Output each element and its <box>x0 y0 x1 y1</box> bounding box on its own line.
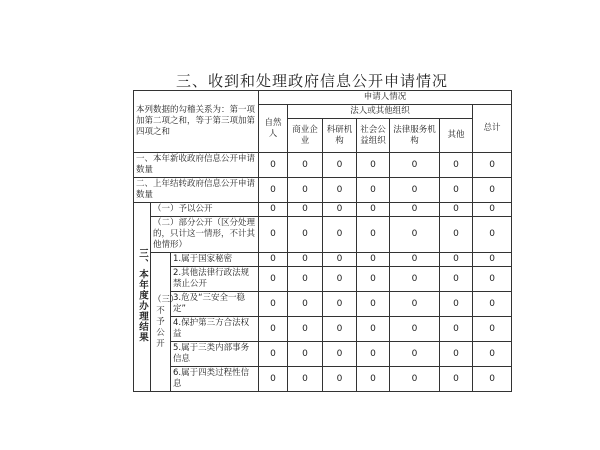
legal-entity-header: 法人或其他组织 <box>288 105 473 119</box>
cell-value: 0 <box>390 153 440 178</box>
cell-value: 0 <box>473 367 512 392</box>
cell-value: 0 <box>323 253 357 267</box>
section-title: 三、收到和处理政府信息公开申请情况 <box>176 72 449 90</box>
cell-value: 0 <box>357 217 390 253</box>
cell-value: 0 <box>473 253 512 267</box>
cell-value: 0 <box>323 153 357 178</box>
cell-value: 0 <box>473 203 512 217</box>
cell-value: 0 <box>440 292 473 317</box>
cell-value: 0 <box>357 253 390 267</box>
cell-value: 0 <box>440 317 473 342</box>
cell-value: 0 <box>288 253 323 267</box>
applications-table <box>133 90 512 392</box>
row-label: 1.属于国家秘密 <box>171 253 259 267</box>
cell-value: 0 <box>259 203 288 217</box>
row-label: 2.其他法律行政法规禁止公开 <box>171 267 259 292</box>
cell-value: 0 <box>259 292 288 317</box>
cell-value: 0 <box>323 267 357 292</box>
cell-value: 0 <box>473 317 512 342</box>
group-label-not-disclosed: （三）不予公开 <box>151 253 171 392</box>
cell-value: 0 <box>473 178 512 203</box>
cell-value: 0 <box>288 153 323 178</box>
cell-value: 0 <box>288 367 323 392</box>
row-label: 4.保护第三方合法权益 <box>171 317 259 342</box>
cell-value: 0 <box>323 292 357 317</box>
cell-value: 0 <box>259 178 288 203</box>
cell-value: 0 <box>323 367 357 392</box>
row-label: 二、上年结转政府信息公开申请数量 <box>134 178 259 203</box>
cell-value: 0 <box>259 317 288 342</box>
cell-value: 0 <box>323 203 357 217</box>
cell-value: 0 <box>259 153 288 178</box>
table-row <box>134 342 512 367</box>
cell-value: 0 <box>288 317 323 342</box>
col-total: 总计 <box>473 105 512 153</box>
cell-value: 0 <box>259 267 288 292</box>
table-row <box>134 367 512 392</box>
cell-value: 0 <box>288 267 323 292</box>
cell-value: 0 <box>288 342 323 367</box>
cell-value: 0 <box>390 342 440 367</box>
cell-value: 0 <box>440 267 473 292</box>
cell-value: 0 <box>357 317 390 342</box>
cell-value: 0 <box>440 178 473 203</box>
cell-value: 0 <box>288 178 323 203</box>
table-row <box>134 217 512 253</box>
table-row <box>134 292 512 317</box>
cell-value: 0 <box>473 292 512 317</box>
cell-value: 0 <box>357 153 390 178</box>
col-research: 科研机构 <box>323 119 357 153</box>
table-note: 本列数据的勾稽关系为：第一项加第二项之和，等于第三项加第四项之和 <box>134 91 259 153</box>
cell-value: 0 <box>390 253 440 267</box>
cell-value: 0 <box>288 203 323 217</box>
cell-value: 0 <box>357 367 390 392</box>
cell-value: 0 <box>323 317 357 342</box>
cell-value: 0 <box>357 342 390 367</box>
cell-value: 0 <box>440 367 473 392</box>
col-other: 其他 <box>440 119 473 153</box>
cell-value: 0 <box>473 217 512 253</box>
row-label: 一、本年新收政府信息公开申请数量 <box>134 153 259 178</box>
cell-value: 0 <box>259 367 288 392</box>
cell-value: 0 <box>390 178 440 203</box>
cell-value: 0 <box>259 217 288 253</box>
cell-value: 0 <box>390 367 440 392</box>
cell-value: 0 <box>259 253 288 267</box>
cell-value: 0 <box>473 342 512 367</box>
cell-value: 0 <box>390 217 440 253</box>
table-row <box>134 253 512 267</box>
row-label: （二）部分公开（区分处理的，只计这一情形，不计其他情形） <box>151 217 259 253</box>
col-natural-person: 自然人 <box>259 105 288 153</box>
col-public-welfare: 社会公益组织 <box>357 119 390 153</box>
cell-value: 0 <box>440 153 473 178</box>
cell-value: 0 <box>390 203 440 217</box>
cell-value: 0 <box>288 292 323 317</box>
table-row <box>134 153 512 178</box>
cell-value: 0 <box>259 342 288 367</box>
col-business: 商业企业 <box>288 119 323 153</box>
cell-value: 0 <box>357 178 390 203</box>
applicant-header: 申请人情况 <box>259 91 512 105</box>
cell-value: 0 <box>440 217 473 253</box>
col-legal-service: 法律服务机构 <box>390 119 440 153</box>
cell-value: 0 <box>288 217 323 253</box>
table-row <box>134 267 512 292</box>
row-label: （一）予以公开 <box>151 203 259 217</box>
cell-value: 0 <box>473 267 512 292</box>
cell-value: 0 <box>390 292 440 317</box>
table-row <box>134 203 512 217</box>
row-label: 3.危及“三安全一稳定” <box>171 292 259 317</box>
cell-value: 0 <box>323 178 357 203</box>
cell-value: 0 <box>390 317 440 342</box>
cell-value: 0 <box>440 253 473 267</box>
cell-value: 0 <box>357 267 390 292</box>
cell-value: 0 <box>357 292 390 317</box>
cell-value: 0 <box>390 267 440 292</box>
cell-value: 0 <box>357 203 390 217</box>
group-label-results: 三、本年度办理结果 <box>134 203 151 392</box>
row-label: 6.属于四类过程性信息 <box>171 367 259 392</box>
cell-value: 0 <box>440 342 473 367</box>
cell-value: 0 <box>323 342 357 367</box>
cell-value: 0 <box>440 203 473 217</box>
cell-value: 0 <box>473 153 512 178</box>
cell-value: 0 <box>323 217 357 253</box>
row-label: 5.属于三类内部事务信息 <box>171 342 259 367</box>
table-row <box>134 317 512 342</box>
table-row <box>134 178 512 203</box>
